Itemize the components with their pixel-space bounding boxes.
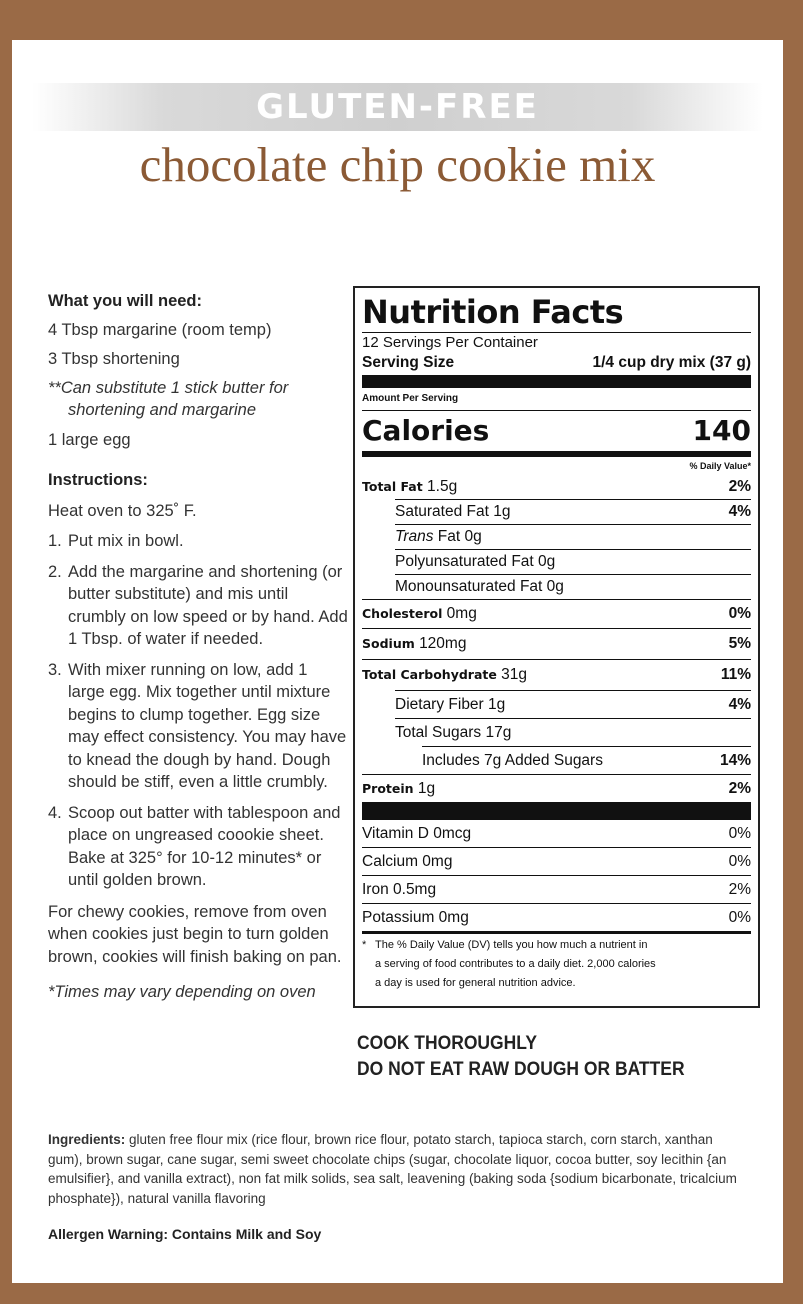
nutrition-title: Nutrition Facts: [362, 292, 751, 333]
nutrient-amount: 0mg: [446, 605, 477, 622]
footnote-line: The % Daily Value (DV) tells you how much a nutrient in: [375, 939, 648, 951]
vitamin-label: Vitamin D 0mcg: [362, 825, 472, 842]
nutrient-amount: 1.5g: [427, 478, 458, 495]
footnote-line: a day is used for general nutrition advice.: [375, 977, 576, 989]
servings-per-container: 12 Servings Per Container: [362, 334, 538, 351]
ingredients-statement: [48, 1130, 748, 1208]
step-number: 4.: [48, 803, 62, 822]
step-number: 2.: [48, 562, 62, 581]
need-heading: What you will need:: [48, 292, 203, 310]
nutrient-amount: Fat 0g: [433, 528, 482, 545]
nutrient-dv: 14%: [719, 752, 751, 769]
nutrient-row-sodium: [362, 628, 751, 659]
need-item-egg: 1 large egg: [48, 430, 131, 449]
thick-divider: [362, 375, 751, 388]
vitamin-row: [362, 875, 751, 903]
step-text: With mixer running on low, add 1 large egg. Mix together until mixture begins to clump together. Egg size may effect consistency. You may have to knead the dough by hand. Dough should be stiff, even a little crumbly.: [68, 660, 347, 791]
nutrient-label: Total Carbohydrate: [362, 667, 497, 682]
nutrient-label: Total Sugars 17g: [395, 724, 512, 741]
nutrient-row-total-sugars: [395, 718, 751, 746]
nutrient-dv: 11%: [720, 666, 751, 683]
nutrient-row-cholesterol: [362, 599, 751, 628]
step-text: Put mix in bowl.: [68, 532, 184, 550]
nutrient-amount: 31g: [501, 666, 528, 683]
nutrient-dv: 4%: [728, 503, 751, 520]
vitamin-row: [362, 903, 751, 931]
need-item: 4 Tbsp margarine (room temp): [48, 320, 272, 339]
instruction-step: [48, 802, 348, 892]
nutrient-row-polyunsaturated-fat: [395, 549, 751, 574]
nutrient-label: Cholesterol: [362, 606, 443, 621]
vitamin-dv: 0%: [728, 853, 751, 870]
vitamin-dv: 2%: [728, 881, 751, 898]
nutrient-amount: 120mg: [419, 635, 467, 652]
need-item: 3 Tbsp shortening: [48, 350, 180, 368]
nutrient-label: Trans: [395, 528, 434, 545]
daily-value-header: % Daily Value*: [689, 461, 751, 471]
footnote-line: a serving of food contributes to a daily diet. 2,000 calories: [375, 958, 656, 970]
nutrient-label: Dietary Fiber 1g: [395, 696, 506, 713]
nutrient-label: Sodium: [362, 636, 415, 651]
nutrient-dv: 4%: [728, 696, 751, 713]
calories-row: [362, 411, 751, 451]
chewy-tip: For chewy cookies, remove from oven when cookies just begin to turn golden brown, cookies will finish baking on pan.: [48, 902, 342, 966]
substitute-note-line: shortening and margarine: [68, 401, 257, 419]
instruction-step: [48, 659, 348, 794]
nutrient-dv: 0%: [728, 605, 751, 622]
nutrient-label: Monounsaturated Fat 0g: [395, 578, 564, 595]
preparation-column: [48, 290, 348, 1004]
ingredients-label: Ingredients:: [48, 1132, 126, 1147]
warning-line: COOK THOROUGHLY: [357, 1033, 537, 1054]
nutrient-label: Saturated Fat 1g: [395, 503, 511, 520]
nutrient-label: Total Fat: [362, 479, 423, 494]
preheat-text: Heat oven to 325˚ F.: [48, 501, 197, 520]
nutrient-dv: 5%: [728, 635, 751, 652]
nutrition-facts-panel: [353, 286, 760, 1008]
substitute-note: [48, 377, 348, 422]
calories-label: Calories: [362, 414, 490, 447]
vitamin-row: [362, 847, 751, 875]
serving-size: [362, 353, 751, 375]
vitamin-row: [362, 820, 751, 847]
footnote-star: *: [362, 939, 367, 951]
nutrient-row-monounsaturated-fat: [395, 574, 751, 599]
step-text: Scoop out batter with tablespoon and place on ungreased coookie sheet. Bake at 325° for 10-12 minutes* or until golden brown.: [68, 803, 341, 889]
cooking-warning: [357, 1031, 685, 1083]
serving-size-value: 1/4 cup dry mix (37 g): [592, 354, 751, 371]
nutrient-row-dietary-fiber: [395, 690, 751, 718]
instruction-step: [48, 561, 348, 651]
step-text: Add the margarine and shortening (or butter substitute) and mis until crumbly on low speed or by hand. Add 1 Tbsp. of water if needed.: [68, 562, 348, 648]
times-note: *Times may vary depending on oven: [48, 983, 316, 1001]
step-number: 1.: [48, 532, 62, 550]
warning-line: DO NOT EAT RAW DOUGH OR BATTER: [357, 1059, 685, 1080]
nutrient-row-saturated-fat: [395, 499, 751, 524]
nutrient-dv: 2%: [728, 478, 751, 495]
instruction-step: [48, 530, 348, 553]
nutrient-label: Polyunsaturated Fat 0g: [395, 553, 556, 570]
ingredients-text: gluten free flour mix (rice flour, brown rice flour, potato starch, tapioca starch, corn starch, xanthan gum), brown sugar, cane sugar, semi sweet chocolate chips (sugar, chocolate liquor, cocoa butter, soy lecithin {an emulsifier}, and vanilla extract), non fat milk solids, sea salt, leavening (baking soda {sodium bicarbonate, tricalcium phosphate}), natural vanilla flavoring: [48, 1132, 737, 1206]
serving-size-label: Serving Size: [362, 354, 455, 371]
vitamin-dv: 0%: [728, 909, 751, 926]
vitamin-label: Potassium 0mg: [362, 909, 469, 926]
allergen-warning: Allergen Warning: Contains Milk and Soy: [48, 1226, 322, 1242]
banner-text: GLUTEN-FREE: [256, 87, 539, 127]
gluten-free-banner: [32, 83, 763, 131]
nutrient-dv: 2%: [728, 780, 751, 797]
vitamin-dv: 0%: [728, 825, 751, 842]
nutrient-row-protein: [362, 774, 751, 802]
label-card: [12, 40, 783, 1283]
nutrient-amount: 1g: [417, 780, 436, 797]
step-number: 3.: [48, 660, 62, 679]
substitute-note-line: **Can substitute 1 stick butter for: [48, 378, 289, 397]
calories-value: 140: [692, 414, 751, 447]
product-title: chocolate chip cookie mix: [139, 137, 656, 192]
nutrient-label: Includes 7g Added Sugars: [422, 752, 603, 769]
vitamin-label: Iron 0.5mg: [362, 881, 437, 898]
nutrient-row-total-fat: [362, 475, 751, 499]
daily-value-footnote: [362, 931, 751, 993]
nutrient-row-total-carbohydrate: [362, 659, 751, 690]
footnote-text: [375, 936, 656, 993]
thick-divider: [362, 802, 751, 820]
nutrient-row-added-sugars: [422, 746, 751, 774]
amount-per-serving: Amount Per Serving: [362, 388, 751, 411]
nutrient-row-trans-fat: [395, 524, 751, 549]
vitamin-label: Calcium 0mg: [362, 853, 453, 870]
instructions-heading: Instructions:: [48, 471, 148, 489]
nutrient-label: Protein: [362, 781, 414, 796]
